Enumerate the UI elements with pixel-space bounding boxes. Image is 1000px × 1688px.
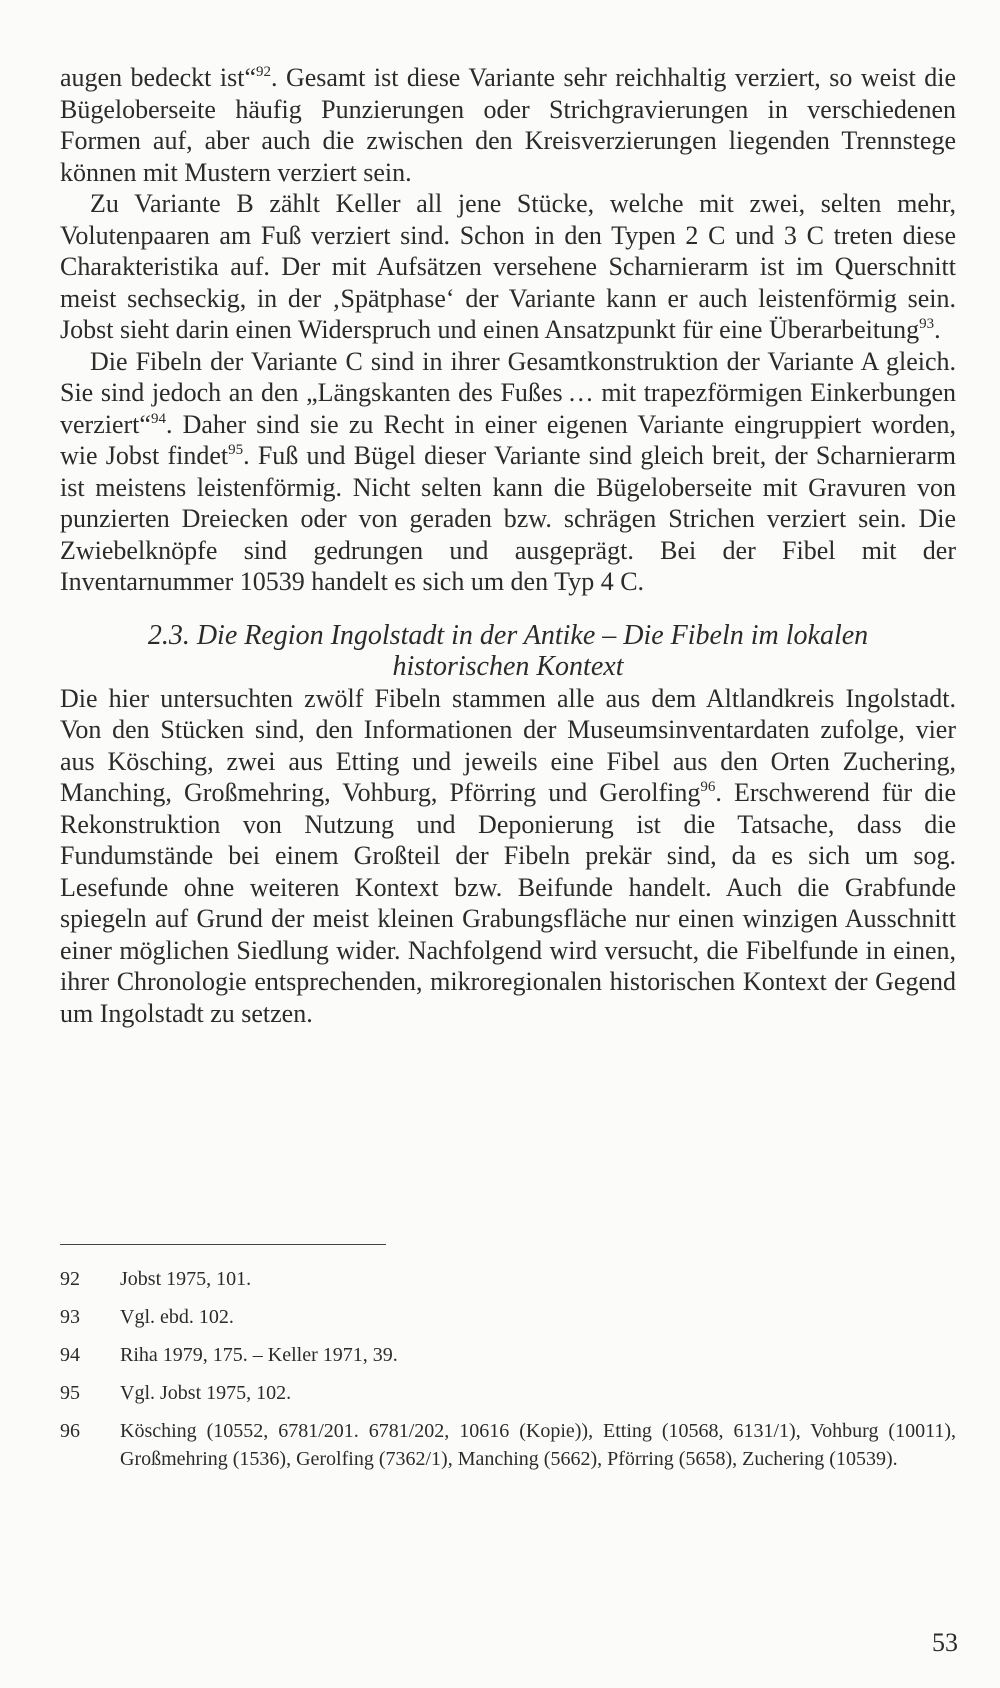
footnote-divider [60,1244,386,1245]
footnote-94 [60,1341,956,1369]
footnote-text: Kösching (10552, 6781/201. 6781/202, 10616 (Kopie)), Etting (10568, 6131/1), Vohburg (10011), Großmehring (1536), Gerolfing (7362/1), Manching (5662), Pförring (5658), Zuchering (10539). [120,1420,956,1470]
paragraph-2: Zu Variante B zählt Keller all jene Stücke, welche mit zwei, selten mehr, Volutenpaaren am Fuß verziert sind. Schon in den Typen 2 C und 3 C treten diese Charakteristika auf. Der mit Aufsätzen versehene Scharnierarm ist im Querschnitt meist sechseckig, in der ‚Spätphase‘ der Variante kann er auch leistenförmig sein. Jobst sieht darin einen Widerspruch und einen Ansatzpunkt für eine Überarbeitung$^{93}$. [60,189,956,344]
footnote-text: Riha 1979, 175. – Keller 1971, 39. [120,1344,398,1366]
footnote-ref-94[interactable]: 94 [150,410,166,427]
footnote-text: Vgl. ebd. 102. [120,1306,234,1328]
footnote-number: 92 [60,1268,80,1290]
paragraph-1: augen bedeckt ist“$^{92}$. Gesamt ist diese Variante sehr reichhaltig verziert, so weist die Bügeloberseite häufig Punzierungen oder Strichgravierungen in verschiedenen Formen auf, aber auch die zwischen den Kreisverzierungen liegenden Trennstege können mit Mustern verziert sein. [60,63,957,187]
page-number: 53 [932,1628,958,1657]
footnote-ref-95[interactable]: 95 [228,442,244,458]
footnote-ref-96[interactable]: 96 [700,779,716,795]
footnote-text: Vgl. Jobst 1975, 102. [120,1382,292,1404]
footnote-number: 96 [60,1420,80,1442]
footnote-number: 95 [60,1382,80,1404]
footnote-number: 94 [60,1344,80,1366]
footnote-number: 93 [60,1306,80,1328]
footnote-ref-92[interactable]: 92 [256,64,271,80]
footnotes [60,1265,956,1483]
paragraph-4: Die hier untersuchten zwölf Fibeln stammen alle aus dem Altlandkreis Ingolstadt. Von den Stücken sind, den Informationen der Museumsinventardaten zufolge, vier aus Kösching, zwei aus Etting und jeweils eine Fibel aus den Orten Zuchering, Manching, Großmehring, Vohburg, Pförring und Gerolfing$^{96}$. Erschwerend für die Rekonstruktion von Nutzung und Deponierung ist die Tatsache, dass die Fundumstände bei einem Großteil der Fibeln prekär sind, da es sich um sog. Lesefunde ohne weiteren Kontext bzw. Beifunde handelt. Auch die Grabfunde spiegeln auf Grund der meist kleinen Grabungsfläche nur einen winzigen Ausschnitt einer möglichen Siedlung wider. Nachfolgend wird versucht, die Fibelfunde in einen, ihrer Chronologie entsprechenden, mikroregionalen historischen Kontext der Gegend um Ingolstadt zu setzen. [60,683,957,1028]
main-text [60,62,956,1029]
paragraph-3: Die Fibeln der Variante C sind in ihrer Gesamtkonstruktion der Variante A gleich. Sie sind jedoch an den „Längskanten des Fußes … mit trapezförmigen Einkerbungen verziert“$^{94}$. Daher sind sie zu Recht in einer eigenen Variante eingruppiert worden, wie Jobst findet$^{95}$. Fuß und Bügel dieser Variante sind gleich breit, der Scharnierarm ist meistens leistenförmig. Nicht selten kann die Bügeloberseite mit Gravuren von punzierten Dreiecken oder von geraden bzw. schrägen Strichen verziert sein. Die Zwiebelknöpfe sind gedrungen und ausgeprägt. Bei der Fibel mit der Inventarnummer 10539 handelt es sich um den Typ 4 C. [60,346,956,596]
section-heading: 2.3. Die Region Ingolstadt in der Antike – Die Fibeln im lokalen historischen Kontext [147,619,869,682]
footnote-text: Jobst 1975, 101. [120,1268,252,1290]
footnote-96 [60,1417,956,1473]
footnote-95 [60,1379,956,1407]
footnote-92 [60,1265,956,1293]
footnote-ref-93[interactable]: 93 [919,316,935,332]
footnote-93 [60,1303,956,1331]
